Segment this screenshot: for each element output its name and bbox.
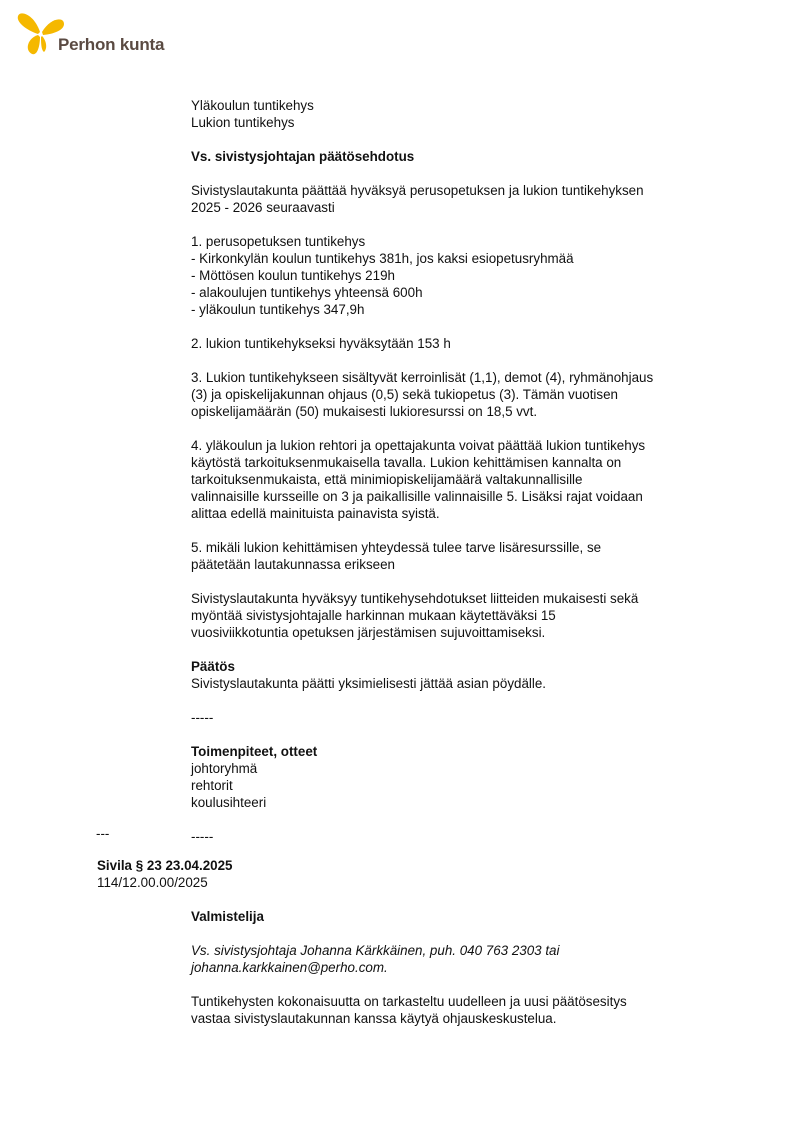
closing-line: vastaa sivistyslautakunnan kanssa käytyä ohjauskeskustelua.: [191, 1011, 557, 1026]
closing-line: Tuntikehysten kokonaisuutta on tarkasteltu uudelleen ja uusi päätösesitys: [191, 994, 627, 1009]
preparer-line: johanna.karkkainen@perho.com.: [191, 960, 388, 975]
separator: -----: [191, 710, 214, 725]
item1-line: - Möttösen koulun tuntikehys 219h: [191, 268, 395, 283]
preparer-section: [191, 908, 711, 1027]
decision-text: Sivistyslautakunta päätti yksimielisesti jättää asian pöydälle.: [191, 676, 547, 691]
item4-line: 4. yläkoulun ja lukion rehtori ja opettajakunta voivat päättää lukion tuntikehys: [191, 438, 646, 453]
item3-line: (3) ja opiskelijakunnan ohjaus (0,5) sekä tukiopetus (3). Tämän vuotisen: [191, 387, 618, 402]
item3-line: opiskelijamäärän (50) mukaisesti lukioresurssi on 18,5 vvt.: [191, 404, 538, 419]
approval-line: myöntää sivistysjohtajalle harkinnan mukaan käytettäväksi 15: [191, 608, 556, 623]
separator-left: ---: [96, 826, 110, 841]
item4-line: tarkoituksenmukaista, että minimiopiskelijamäärä valtakunnallisille: [191, 472, 583, 487]
item4-line: alittaa edellä mainituista painavista syistä.: [191, 506, 440, 521]
approval-line: vuosiviikkotuntia opetuksen järjestämisen sujuvoittamiseksi.: [191, 625, 546, 640]
text-line: Lukion tuntikehys: [191, 115, 295, 130]
item4-line: käytöstä tarkoituksenmukaisella tavalla. Lukion kehittämisen kannalta on: [191, 455, 622, 470]
item1-line: - alakoulujen tuntikehys yhteensä 600h: [191, 285, 423, 300]
decision-heading: Päätös: [191, 659, 235, 674]
document-body: [191, 97, 711, 845]
proposal-heading: Vs. sivistysjohtajan päätösehdotus: [191, 149, 415, 164]
item4-line: valinnaisille kursseille on 3 ja paikallisille valinnaisille 5. Lisäksi rajat voidaan: [191, 489, 643, 504]
perho-logo: [16, 10, 186, 60]
item1-line: - yläkoulun tuntikehys 347,9h: [191, 302, 365, 317]
action-item: rehtorit: [191, 778, 233, 793]
preparer-line: Vs. sivistysjohtaja Johanna Kärkkäinen, puh. 040 763 2303 tai: [191, 943, 560, 958]
item2-line: 2. lukion tuntikehykseksi hyväksytään 153 h: [191, 336, 451, 351]
intro-line: 2025 - 2026 seuraavasti: [191, 200, 335, 215]
text-line: Yläkoulun tuntikehys: [191, 98, 314, 113]
action-item: koulusihteeri: [191, 795, 267, 810]
section-ref: 114/12.00.00/2025: [97, 875, 208, 890]
item3-line: 3. Lukion tuntikehykseen sisältyvät kerroinlisät (1,1), demot (4), ryhmänohjaus: [191, 370, 654, 385]
separator: -----: [191, 829, 214, 844]
preparer-heading: Valmistelija: [191, 909, 264, 924]
item5-line: päätetään lautakunnassa erikseen: [191, 557, 395, 572]
intro-line: Sivistyslautakunta päättää hyväksyä perusopetuksen ja lukion tuntikehyksen: [191, 183, 644, 198]
item1-line: - Kirkonkylän koulun tuntikehys 381h, jos kaksi esiopetusryhmää: [191, 251, 574, 266]
section-title: Sivila § 23 23.04.2025: [97, 858, 233, 873]
item1-line: 1. perusopetuksen tuntikehys: [191, 234, 366, 249]
actions-heading: Toimenpiteet, otteet: [191, 744, 318, 759]
logo-text: Perhon kunta: [58, 35, 165, 54]
action-item: johtoryhmä: [191, 761, 258, 776]
approval-line: Sivistyslautakunta hyväksyy tuntikehysehdotukset liitteiden mukaisesti sekä: [191, 591, 639, 606]
item5-line: 5. mikäli lukion kehittämisen yhteydessä tulee tarve lisäresurssille, se: [191, 540, 602, 555]
